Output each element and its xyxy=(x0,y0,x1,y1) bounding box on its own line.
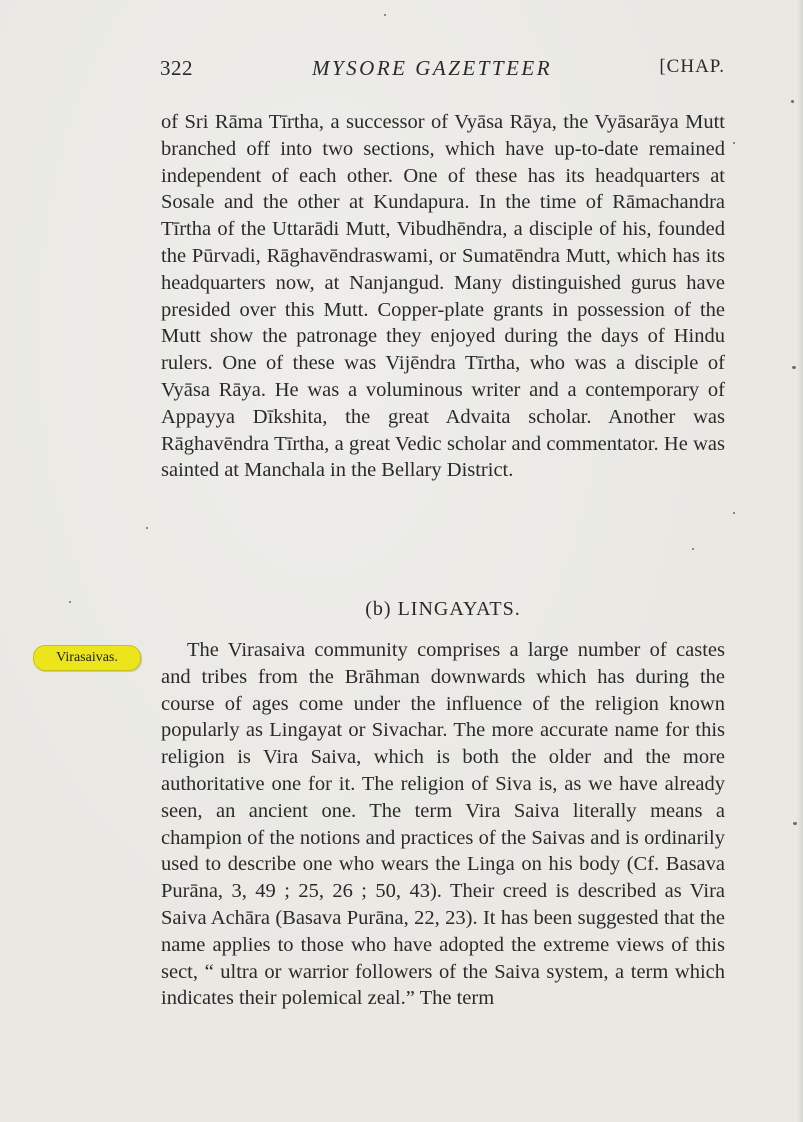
paragraph-madhva-mutts: of Sri Rāma Tīrtha, a successor of Vyāsa Rāya, the Vyāsarāya Mutt branched off into two sections, which have up-to-date remained independent of each other. One of these has its headquarters at Sosale and the other at Kundapura. In the time of Rāmachandra Tīrtha of the Uttarādi Mutt, Vibudhēndra, a disciple of his, founded the Pūrvadi, Rāghavēndraswami, or Sumatēndra Mutt, which has its headquarters now, at Nanjangud. Many distinguished gurus have presided over this Mutt. Copper-plate grants in possession of the Mutt show the patronage they enjoyed during the days of Hindu rulers. One of these was Vijēndra Tīrtha, who was a disciple of Vyāsa Rāya. He was a voluminous writer and a contemporary of Appayya Dīkshita, the great Advaita scholar. Another was Rāghavēndra Tīrtha, a great Vedic scholar and commentator. He was sainted at Manchala in the Bellary District. xyxy=(161,111,725,482)
section-heading-lingayats: (b) LINGAYATS. xyxy=(365,598,521,620)
paragraph-virasaiva-community: The Virasaiva community comprises a large number of castes and tribes from the Brāhman downwards which has during the course of ages come under the influence of the religion known popularly as Lingayat or Sivachar. The more accurate name for this religion is Vira Saiva, which is both the older and the more authoritative one for it. The religion of Siva is, as we have already seen, an ancient one. The term Vira Saiva literally means a champion of the notions and practices of the Saivas and is ordinarily used to describe one who wears the Linga on his body (Cf. Basava Purāna, 3, 49 ; 25, 26 ; 50, 43). Their creed is described as Vira Saiva Achāra (Basava Purāna, 22, 23). It has been suggested that the name applies to those who have adopted the extreme views of this sect, “ ultra or warrior followers of the Saiva system, a term which indicates their polemical zeal.” The term xyxy=(161,639,725,1010)
page-header xyxy=(160,54,725,84)
page-edge-shadow xyxy=(797,0,803,1122)
chapter-mark: [CHAP. xyxy=(659,56,725,77)
running-title: MYSORE GAZETTEER xyxy=(312,56,553,80)
margin-note-virasaivas: Virasaivas. xyxy=(33,645,141,671)
page-number: 322 xyxy=(160,56,193,80)
